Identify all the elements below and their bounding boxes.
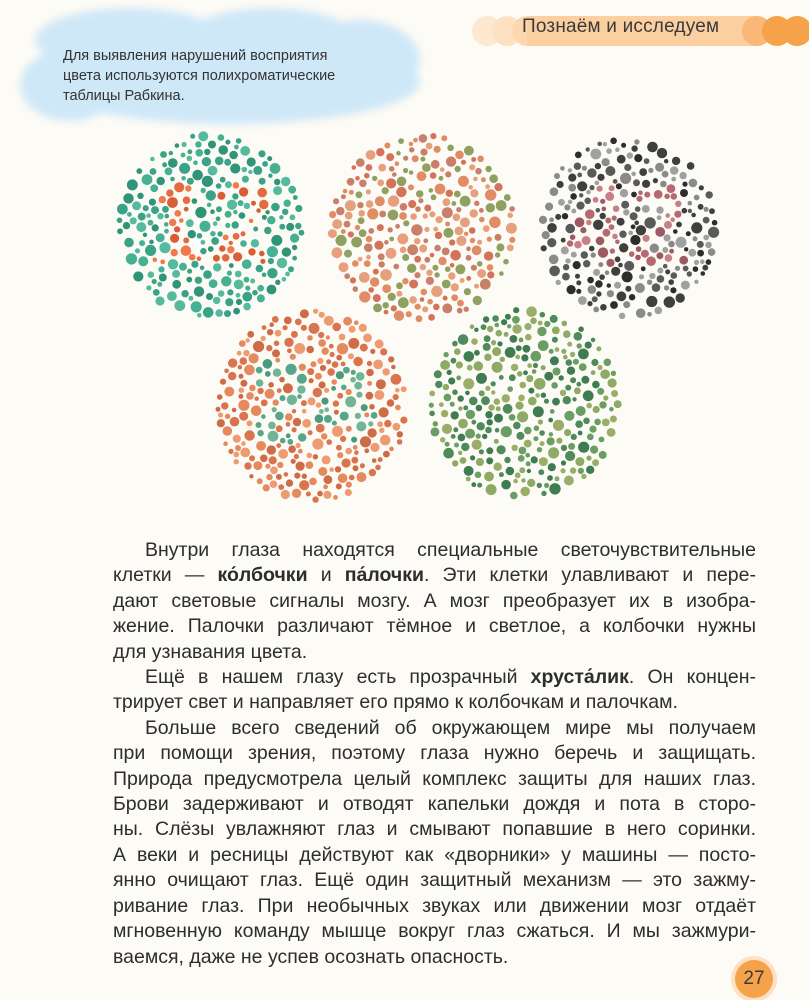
body-text — [113, 538, 756, 970]
text-run: А веки и ресницы действуют как «дворники» у машины — посто- — [113, 843, 756, 866]
text-line — [113, 640, 756, 665]
color-plate — [216, 309, 408, 503]
text-run: янно очищают глаз. Ещё один защитный механизм — это зажму- — [113, 869, 756, 892]
page-number: 27 — [735, 960, 773, 998]
text-line — [113, 843, 756, 868]
paragraph — [113, 716, 756, 970]
intro-line: цвета используются полихроматические — [63, 68, 336, 84]
text-line — [113, 563, 756, 588]
text-run: Больше всего сведений об окружающем мире мы получаем — [145, 716, 756, 739]
text-run: ривание глаз. При необычных звуках или движении мозг отдаёт — [113, 894, 756, 917]
color-plate — [539, 138, 719, 320]
term: па́лочки — [344, 564, 424, 587]
color-plate — [328, 133, 517, 322]
text-line — [113, 589, 756, 614]
text-line — [113, 817, 756, 842]
color-plate — [429, 306, 622, 499]
text-run: жение. Палочки различают тёмное и светлое, а колбочки нужны — [113, 615, 756, 638]
text-run: для узнавания цвета. — [113, 640, 308, 663]
text-run: . Эти клетки улавливают и пере- — [424, 564, 756, 587]
text-line — [113, 945, 756, 970]
text-run: мгновенную команду мышце вокруг глаз сжаться. И мы зажмури- — [113, 920, 756, 943]
text-line — [113, 716, 756, 741]
text-line — [113, 741, 756, 766]
text-line — [113, 868, 756, 893]
text-run: при помощи зрения, поэтому глаза нужно беречь и защищать. — [113, 742, 756, 765]
term: хруста́лик — [530, 666, 629, 689]
text-run: Ещё в нашем глазу есть прозрачный — [145, 666, 531, 689]
term: ко́лбочки — [217, 564, 308, 587]
text-run: Брови задерживают и отводят капельки дождя и пота в сторо- — [113, 793, 756, 816]
text-run: ваемся, даже не успев осознать опасность. — [113, 945, 509, 968]
text-line — [113, 894, 756, 919]
text-line — [113, 690, 756, 715]
text-run: и — [307, 564, 345, 587]
text-line — [113, 767, 756, 792]
text-run: трирует свет и направляет его прямо к колбочкам и палочкам. — [113, 691, 678, 714]
paragraph — [113, 665, 756, 716]
text-line — [113, 538, 756, 563]
rabkin-plates — [100, 128, 740, 508]
paragraph — [113, 538, 756, 665]
text-line — [113, 665, 756, 690]
color-plate — [117, 131, 305, 317]
text-run: клетки — — [113, 564, 218, 587]
text-run: . Он концен- — [628, 666, 756, 689]
text-run: Внутри глаза находятся специальные светочувствительные — [145, 539, 756, 561]
text-line — [113, 614, 756, 639]
text-line — [113, 792, 756, 817]
section-title: Познаём и исследуем — [522, 16, 720, 37]
intro-note — [63, 46, 403, 106]
text-line — [113, 919, 756, 944]
intro-line: таблицы Рабкина. — [63, 88, 185, 104]
intro-line: Для выявления нарушений восприятия — [63, 48, 328, 64]
text-run: ны. Слёзы увлажняют глаз и смывают попавшие в него соринки. — [113, 818, 756, 841]
text-run: дают световые сигналы мозгу. А мозг преобразует их в изобра- — [113, 589, 756, 612]
text-run: Природа предусмотрела целый комплекс защиты для наших глаз. — [113, 767, 756, 790]
